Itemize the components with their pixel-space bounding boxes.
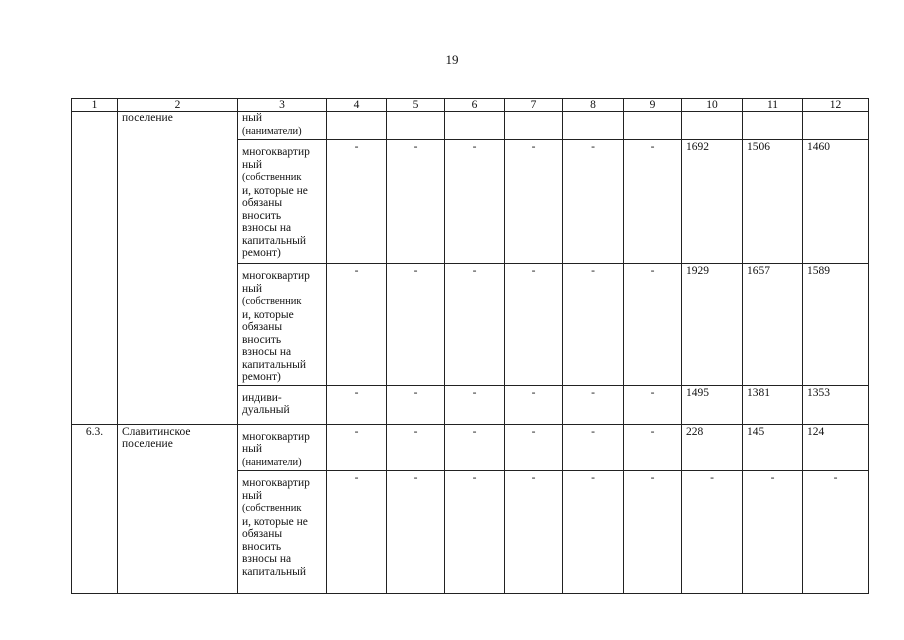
value-col-6: - <box>445 264 505 386</box>
value-col-12: 1460 <box>803 140 869 264</box>
value-col-12: 1589 <box>803 264 869 386</box>
column-header-6: 6 <box>445 99 505 112</box>
value-col-12: - <box>803 471 869 594</box>
value-col-12: 1353 <box>803 385 869 424</box>
value-col-4: - <box>327 264 387 386</box>
table-row <box>72 424 869 471</box>
value-col-11: 145 <box>743 424 803 471</box>
value-col-5: - <box>387 264 445 386</box>
housing-type: многоквартир ный (собственник и, которые не обязаны вносить взносы на капитальный <box>238 471 327 594</box>
value-col-8: - <box>563 385 624 424</box>
value-col-5: - <box>387 471 445 594</box>
column-header-1: 1 <box>72 99 118 112</box>
value-col-10: - <box>682 471 743 594</box>
column-header-9: 9 <box>624 99 682 112</box>
value-col-11: 1506 <box>743 140 803 264</box>
value-col-9: - <box>624 385 682 424</box>
housing-type: ный (наниматели) <box>238 112 327 140</box>
value-col-4: - <box>327 471 387 594</box>
housing-type: многоквартир ный (собственник и, которые обязаны вносить взносы на капитальный ремонт) <box>238 264 327 386</box>
value-col-10: 1692 <box>682 140 743 264</box>
value-col-5: - <box>387 140 445 264</box>
value-col-9: - <box>624 140 682 264</box>
value-col-9: - <box>624 424 682 471</box>
column-header-3: 3 <box>238 99 327 112</box>
value-col-7: - <box>505 424 563 471</box>
value-col-8: - <box>563 471 624 594</box>
value-col-4: - <box>327 424 387 471</box>
value-col-6: - <box>445 385 505 424</box>
value-col-7: - <box>505 385 563 424</box>
value-col-11: - <box>743 471 803 594</box>
value-col-7: - <box>505 264 563 386</box>
item-number: 6.3. <box>72 424 118 594</box>
value-col-4 <box>327 112 387 140</box>
value-col-7: - <box>505 140 563 264</box>
value-col-12 <box>803 112 869 140</box>
value-col-6: - <box>445 140 505 264</box>
value-col-11: 1657 <box>743 264 803 386</box>
column-header-8: 8 <box>563 99 624 112</box>
value-col-4: - <box>327 140 387 264</box>
housing-type: индиви- дуальный <box>238 385 327 424</box>
page-number: 19 <box>445 52 459 67</box>
housing-type: многоквартир ный (наниматели) <box>238 424 327 471</box>
value-col-6 <box>445 112 505 140</box>
value-col-8: - <box>563 140 624 264</box>
tariff-table <box>71 98 869 594</box>
value-col-5 <box>387 112 445 140</box>
value-col-10 <box>682 112 743 140</box>
value-col-10: 1495 <box>682 385 743 424</box>
column-header-12: 12 <box>803 99 869 112</box>
value-col-5: - <box>387 424 445 471</box>
header-row <box>72 99 869 112</box>
table-row <box>72 112 869 140</box>
value-col-5: - <box>387 385 445 424</box>
value-col-6: - <box>445 424 505 471</box>
value-col-11: 1381 <box>743 385 803 424</box>
column-header-5: 5 <box>387 99 445 112</box>
value-col-12: 124 <box>803 424 869 471</box>
value-col-10: 1929 <box>682 264 743 386</box>
value-col-10: 228 <box>682 424 743 471</box>
housing-type: многоквартир ный (собственник и, которые не обязаны вносить взносы на капитальный ремонт) <box>238 140 327 264</box>
item-number <box>72 112 118 425</box>
value-col-4: - <box>327 385 387 424</box>
value-col-9: - <box>624 264 682 386</box>
value-col-6: - <box>445 471 505 594</box>
value-col-8: - <box>563 424 624 471</box>
value-col-8: - <box>563 264 624 386</box>
column-header-2: 2 <box>118 99 238 112</box>
column-header-4: 4 <box>327 99 387 112</box>
column-header-11: 11 <box>743 99 803 112</box>
value-col-9 <box>624 112 682 140</box>
settlement-name: поселение <box>118 112 238 425</box>
value-col-7 <box>505 112 563 140</box>
column-header-10: 10 <box>682 99 743 112</box>
value-col-7: - <box>505 471 563 594</box>
column-header-7: 7 <box>505 99 563 112</box>
value-col-9: - <box>624 471 682 594</box>
settlement-name: Славитинское поселение <box>118 424 238 594</box>
value-col-11 <box>743 112 803 140</box>
value-col-8 <box>563 112 624 140</box>
